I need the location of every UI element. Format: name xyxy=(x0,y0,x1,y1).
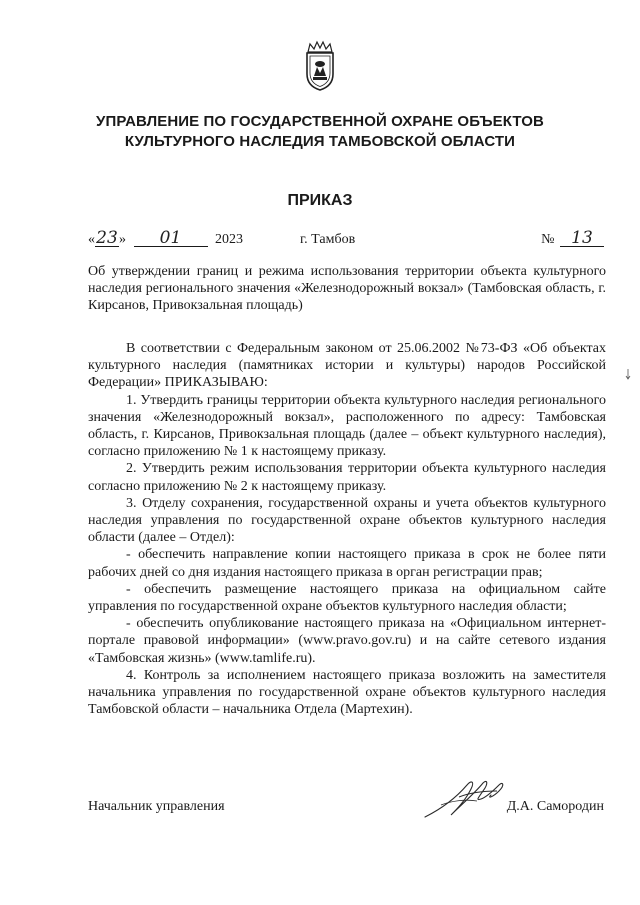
handwritten-signature xyxy=(421,775,511,821)
organization-name-line-2: КУЛЬТУРНОГО НАСЛЕДИЯ ТАМБОВСКОЙ ОБЛАСТИ xyxy=(124,133,516,150)
date-number-line xyxy=(88,228,604,250)
order-item: 4. Контроль за исполнением настоящего приказа возложить на заместителя начальника управления по государственной охране объектов культурного наследия Тамбовской области – начальника Отдела (Мартехин). xyxy=(88,667,606,718)
order-item: 3. Отделу сохранения, государственной охраны и учета объектов культурного наследия управления по государственной охране объектов культурного наследия области (далее – Отдел): xyxy=(88,495,606,546)
coat-of-arms-icon xyxy=(299,40,341,92)
document-body xyxy=(88,340,606,718)
preamble-paragraph: В соответствии с Федеральным законом от 25.06.2002 №73-ФЗ «Об объектах культурного наследия (памятниках истории и культуры) народов Российской Федерации» ПРИКАЗЫВАЮ: xyxy=(88,341,606,391)
order-subitem: - обеспечить опубликование настоящего приказа на «Официальном интернет-портале правовой информации» (www.pravo.gov.ru) и на сайте сетевого издания «Тамбовская жизнь» (www.tamlife.ru). xyxy=(88,616,606,666)
quote-close: » xyxy=(119,232,126,247)
signatory-name: Д.А. Самородин xyxy=(506,799,604,814)
signature-block xyxy=(88,795,604,825)
number-value: 13 xyxy=(560,230,604,247)
date-month: 01 xyxy=(134,230,208,247)
date-day: 23 xyxy=(96,228,118,248)
order-item: 2. Утвердить режим использования территории объекта культурного наследия согласно приложению № 2 к настоящему приказу. xyxy=(88,461,606,494)
order-subitem: - обеспечить размещение настоящего приказа на официальном сайте управления по государственной охране объектов культурного наследия области; xyxy=(88,581,606,615)
document-number xyxy=(541,230,604,248)
document-type-title: ПРИКАЗ xyxy=(287,192,353,209)
document-city: г. Тамбов xyxy=(300,232,356,247)
order-subitem: - обеспечить направление копии настоящего приказа в срок не более пяти рабочих дней со дня издания настоящего приказа в орган регистрации прав; xyxy=(88,547,606,580)
organization-name-line-1: УПРАВЛЕНИЕ ПО ГОСУДАРСТВЕННОЙ ОХРАНЕ ОБЪЕКТОВ xyxy=(96,113,544,130)
organization-name xyxy=(60,112,580,152)
document-subject: Об утверждении границ и режима использования территории объекта культурного наследия регионального значения «Железнодорожный вокзал» (Тамбовская область, г. Кирсанов, Привокзальная площадь) xyxy=(88,264,606,313)
order-item: 1. Утвердить границы территории объекта культурного наследия регионального значения «Железнодорожный вокзал», расположенного по адресу: Тамбовская область, г. Кирсанов, Привокзальная площадь (далее – объект культурного наследия), согласно приложению № 1 к настоящему приказу. xyxy=(88,392,606,460)
margin-mark xyxy=(623,368,633,380)
quote-open: « xyxy=(88,232,95,247)
signatory-title: Начальник управления xyxy=(88,799,225,814)
date-year: 2023 xyxy=(215,232,243,247)
number-prefix: № xyxy=(541,232,555,247)
document-date xyxy=(88,230,243,248)
